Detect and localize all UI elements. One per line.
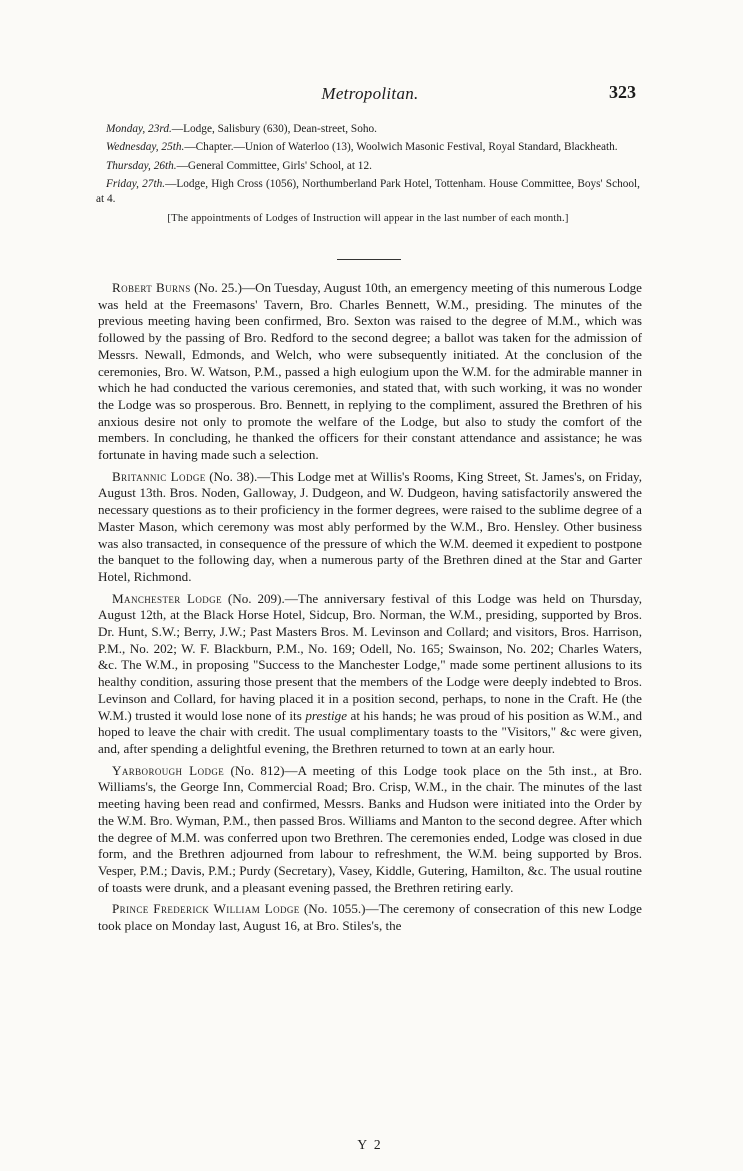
appointment-item bbox=[96, 122, 640, 136]
report-text: (No. 38).—This Lodge met at Willis's Rooms, King Street, St. James's, on Friday, August 13th. Bros. Noden, Galloway, J. Dudgeon, and W. Dudgeon, having satisfactorily answered the necessary questions as to their proficiency in the former degrees, were raised to the sublime degree of a Master Mason, which ceremony was most ably performed by the W.M., Bro. Hensley. Other business was also transacted, in consequence of the pressure of which the W.M. deemed it expedient to postpone the banquet to the following day, when a numerous party of the Brethren dined at the Star and Garter Hotel, Richmond. bbox=[98, 468, 643, 584]
appointments-list bbox=[96, 122, 640, 226]
appointment-day: Wednesday, 25th. bbox=[106, 141, 185, 154]
lodge-name: Robert Burns bbox=[112, 280, 191, 295]
appointment-text: —Lodge, Salisbury (630), Dean-street, Soho. bbox=[171, 123, 377, 135]
lodge-name: Yarborough Lodge bbox=[112, 762, 225, 778]
appointment-day: Friday, 27th. bbox=[106, 178, 166, 191]
section-divider bbox=[337, 259, 401, 260]
appointment-item bbox=[96, 159, 640, 173]
lodge-reports bbox=[98, 280, 642, 940]
running-head bbox=[96, 84, 644, 108]
appointment-item bbox=[96, 140, 640, 154]
instruction-note: [The appointments of Lodges of Instruction will appear in the last number of each month.] bbox=[167, 213, 569, 225]
lodge-report bbox=[98, 901, 642, 934]
lodge-report bbox=[98, 591, 642, 758]
signature-mark: Y 2 bbox=[357, 1137, 383, 1152]
lodge-report bbox=[98, 763, 642, 897]
lodge-name: Britannic Lodge bbox=[112, 468, 206, 484]
appointment-text: —General Committee, Girls' School, at 12. bbox=[176, 159, 372, 172]
report-text: (No. 25.)—On Tuesday, August 10th, an emergency meeting of this numerous Lodge was held at the Freemasons' Tavern, Bro. Charles Bennett, W.M., presiding. The minutes of the previous meeting having been confirmed, Bro. Sexton was raised to the degree of M.M., which was followed by the passing of Bro. Redford to the second degree; a ballot was taken for the admission of Messrs. Newall, Edmonds, and Welch, who were subsequently initiated. At the conclusion of the ceremonies, Bro. W. Watson, P.M., passed a high eulogium upon the W.M. for the admirable manner in which he had conducted the various ceremonies, and stated that, with such working, it was no wonder the Lodge was so prosperous. Bro. Bennett, in replying to the compliment, assured the Brethren of his anxious desire not only to promote the welfare of the Lodge, but also to study the comfort of the members. In concluding, he thanked the officers for their constant attendance and assistance; he was fortunate in having made such a selection. bbox=[98, 280, 642, 463]
report-text: (No. 1055.)—The ceremony of consecration of this new Lodge took place on Monday last, August 16, at Bro. Stiles's, the bbox=[98, 901, 642, 934]
lodge-name: Manchester Lodge bbox=[112, 590, 222, 606]
appointment-day: Monday, 23rd. bbox=[106, 123, 172, 135]
appointment-text: —Chapter.—Union of Waterloo (13), Woolwich Masonic Festival, Royal Standard, Blackheath. bbox=[184, 141, 618, 154]
page-number: 323 bbox=[609, 82, 636, 102]
appointment-text: —Lodge, High Cross (1056), Northumberland Park Hotel, Tottenham. House Committee, Boys' School, at 4. bbox=[96, 178, 640, 205]
report-text-continued: at his hands; he was proud of his position as W.M., and hoped to leave the chair with credit. The usual complimentary toasts to the "Visitors," &c were given, and, after spending a delightful evening, the Brethren returned to town at an early hour. bbox=[98, 707, 643, 756]
page-title: Metropolitan. bbox=[321, 84, 419, 103]
report-text: (No. 209).—The anniversary festival of this Lodge was held on Thursday, August 12th, at the Black Horse Hotel, Sidcup, Bro. Norman, the W.M., presiding, supported by Bros. Dr. Hunt, S.W.; Berry, J.W.; Past Masters Bros. M. Levinson and Collard; and visitors, Bros. Harrison, P.M., No. 202; W. F. Blackburn, P.M., No. 169; Odell, No. 165; Swainson, No. 202; Charles Waters, &c. The W.M., in proposing "Success to the Manchester Lodge," made some pertinent allusions to its healthy condition, assuring those present that the members of the Lodge were deeply indebted to Bros. Levinson and Collard, for having placed it in a position second, perhaps, to none in the Craft. He (the W.M.) trusted it would lose none of its bbox=[98, 590, 643, 723]
appointment-day: Thursday, 26th. bbox=[106, 159, 177, 172]
report-emphasis: prestige bbox=[305, 707, 348, 723]
lodge-name: Prince Frederick William Lodge bbox=[112, 901, 300, 917]
lodge-report bbox=[98, 280, 642, 464]
lodge-report bbox=[98, 469, 642, 586]
report-text: (No. 812)—A meeting of this Lodge took place on the 5th inst., at Bro. Williams's, the George Inn, Commercial Road; Bro. Crisp, W.M., in the chair. The minutes of the last meeting having been read and confirmed, Messrs. Banks and Hudson were initiated into the Order by the W.M. Bro. Wyman, P.M., then passed Bros. Williams and Manton to the second degree. After which the degree of M.M. was conferred upon two Brethren. The ceremonies ended, Lodge was closed in due form, and the Brethren adjourned from labour to refreshment, the W.M. being supported by Bros. Vesper, P.M.; Davis, P.M.; Purdy (Secretary), Vasey, Kiddle, Gutering, Hamilton, &c. The usual routine of toasts were drunk, and a pleasant evening passed, the Brethren retiring early. bbox=[98, 762, 642, 895]
appointment-item bbox=[96, 177, 640, 206]
